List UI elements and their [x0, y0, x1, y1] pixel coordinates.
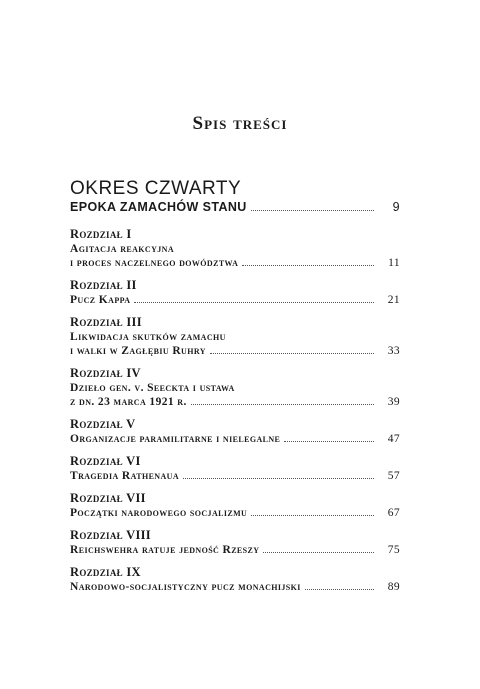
- dot-leader: [242, 265, 374, 266]
- chapter-title-line: Likwidacja skutków zamachu: [70, 331, 226, 343]
- chapter-title-row: [70, 293, 400, 307]
- toc-chapter-entry[interactable]: [70, 528, 400, 557]
- page-number: 75: [387, 544, 400, 556]
- dot-leader: [210, 353, 374, 354]
- dot-leader: [305, 589, 374, 590]
- page-number: 89: [387, 581, 400, 593]
- toc-epoch-entry[interactable]: [70, 200, 400, 214]
- chapter-title-row: [70, 432, 400, 446]
- chapter-title-row: [70, 344, 400, 358]
- chapter-title: Reichswehra ratuje jedność Rzeszy: [70, 544, 260, 556]
- chapter-label: Rozdział V: [70, 417, 136, 431]
- toc-chapter-entry[interactable]: [70, 565, 400, 594]
- dot-leader: [134, 302, 374, 303]
- chapter-label: Rozdział VIII: [70, 528, 151, 542]
- chapter-title-line: Dzieło gen. v. Seeckta i ustawa: [70, 382, 235, 394]
- chapter-label: Rozdział III: [70, 315, 142, 329]
- chapter-label: Rozdział II: [70, 278, 137, 292]
- page-number: 47: [387, 433, 400, 445]
- chapter-title-line: Agitacja reakcyjna: [70, 243, 175, 255]
- dot-leader: [284, 441, 374, 442]
- chapter-title-row: [70, 506, 400, 520]
- page-number: 9: [392, 200, 400, 214]
- chapter-label: Rozdział VI: [70, 454, 141, 468]
- chapter-title-row: [70, 256, 400, 270]
- page-number: 39: [387, 396, 400, 408]
- chapter-label: Rozdział VII: [70, 491, 146, 505]
- toc-chapter-entry[interactable]: [70, 278, 400, 307]
- chapter-title: Organizacje paramilitarne i nielegalne: [70, 433, 281, 445]
- toc-chapter-entry[interactable]: [70, 454, 400, 483]
- chapter-title: Pucz Kappa: [70, 294, 131, 306]
- dot-leader: [191, 404, 374, 405]
- toc-chapter-entry[interactable]: [70, 227, 400, 270]
- page-number: 57: [387, 470, 400, 482]
- dot-leader: [183, 478, 374, 479]
- chapter-title: Narodowo-socjalistyczny pucz monachijski: [70, 581, 301, 593]
- toc-chapter-entry[interactable]: [70, 491, 400, 520]
- dot-leader: [263, 552, 374, 553]
- page-number: 21: [387, 294, 400, 306]
- chapter-label: Rozdział IX: [70, 565, 141, 579]
- chapter-label: Rozdział I: [70, 227, 132, 241]
- chapter-title: Początki narodowego socjalizmu: [70, 507, 248, 519]
- part-title: OKRES CZWARTY: [70, 178, 242, 199]
- chapter-label: Rozdział IV: [70, 366, 141, 380]
- toc-chapter-entry[interactable]: [70, 417, 400, 446]
- page-title: Spis treści: [192, 113, 288, 134]
- chapter-title-row: [70, 580, 400, 594]
- toc-chapter-entry[interactable]: [70, 366, 400, 409]
- page-number: 11: [388, 257, 400, 269]
- chapter-title: Tragedia Rathenaua: [70, 470, 180, 482]
- chapter-title-row: [70, 469, 400, 483]
- dot-leader: [251, 515, 374, 516]
- page-number: 33: [387, 345, 400, 357]
- dot-leader: [251, 210, 374, 211]
- table-of-contents: [70, 200, 400, 594]
- chapter-title: i walki w Zagłębiu Ruhry: [70, 345, 206, 357]
- toc-chapter-entry[interactable]: [70, 315, 400, 358]
- chapter-title: z dn. 23 marca 1921 r.: [70, 396, 187, 408]
- chapter-title-row: [70, 395, 400, 409]
- epoch-title: EPOKA ZAMACHÓW STANU: [70, 200, 247, 214]
- chapter-title: i proces naczelnego dowództwa: [70, 257, 239, 269]
- chapter-title-row: [70, 543, 400, 557]
- page-number: 67: [387, 507, 400, 519]
